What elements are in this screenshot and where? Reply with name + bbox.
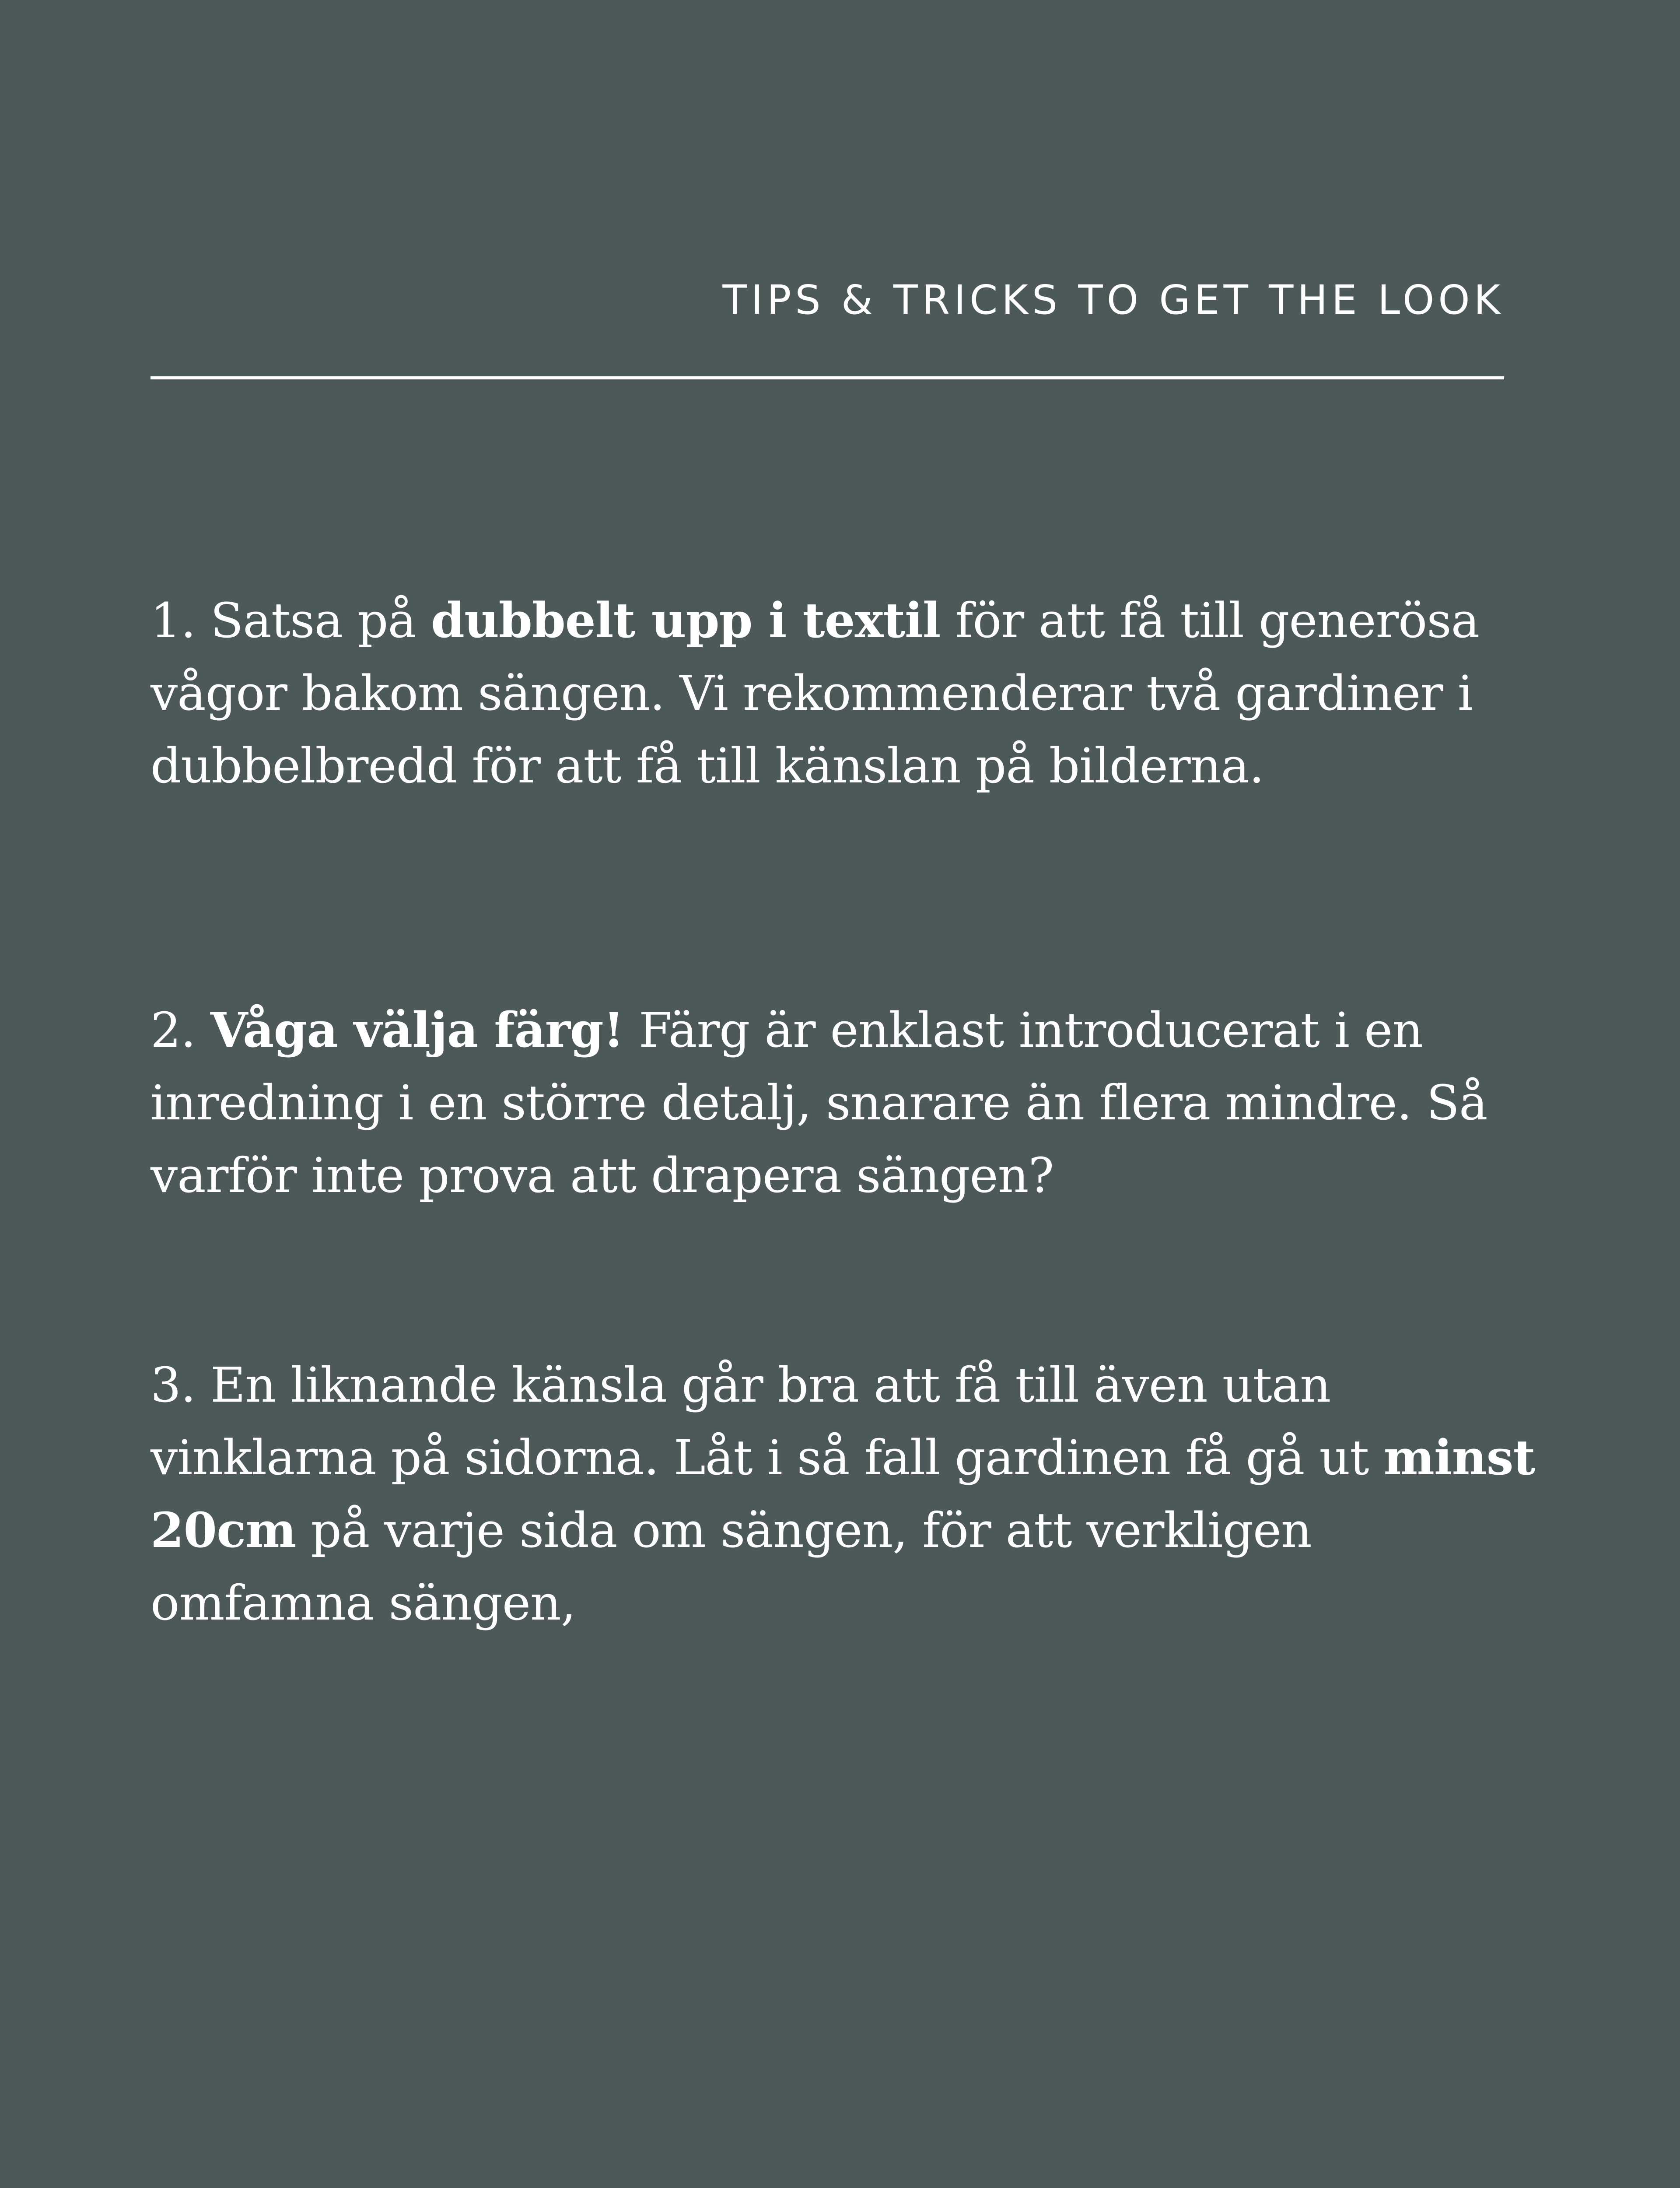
tip-3-emphasis: minst 20cm [150, 1429, 1535, 1558]
header-divider [150, 376, 1504, 379]
tip-1-emphasis: dubbelt upp i textil [431, 592, 941, 649]
tip-3-text-continued: på varje sida om sängen, för att verkligen omfamna sängen, [150, 1502, 1312, 1631]
tip-2-emphasis: Våga välja färg! [210, 1002, 624, 1058]
tip-1-text-continued: för att få till generösa vågor bakom sängen. Vi rekommenderar två gardiner i dubbelbredd för att få till känslan på bilderna. [150, 593, 1480, 794]
tip-item-3 [150, 1349, 1542, 1639]
tip-item-1 [150, 584, 1542, 802]
page-title: TIPS & TRICKS TO GET THE LOOK [722, 277, 1504, 323]
tip-2-text: 2. [150, 1002, 210, 1058]
tip-1-text: 1. Satsa på [150, 593, 431, 649]
tip-2-text-continued: Färg är enklast introducerat i en inredning i en större detalj, snarare än flera mindre. Så varför inte prova att drapera sängen? [150, 1002, 1488, 1203]
tip-3-text: 3. En liknande känsla går bra att få till även utan vinklarna på sidorna. Låt i så fall gardinen få gå ut [150, 1357, 1384, 1486]
tip-item-2 [150, 994, 1542, 1212]
